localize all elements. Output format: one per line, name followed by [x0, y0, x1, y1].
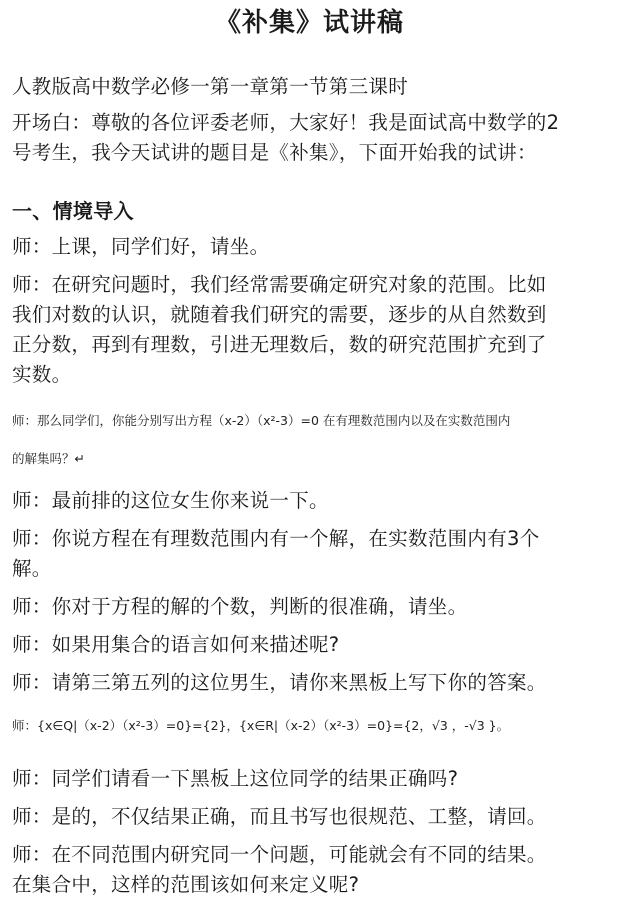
- dialogue-text: 在集合中，这样的范围该如何来定义呢?: [12, 873, 360, 896]
- dialogue-text: 正分数，再到有理数，引进无理数后，数的研究范围扩充到了: [12, 333, 547, 356]
- embedded-answer-image: [12, 712, 617, 740]
- question-line-1: 师：那么同学们，你能分别写出方程（x-2）（x²-3）=0 在有理数范围内以及在实数范围内: [12, 413, 511, 428]
- dialogue-text: 我们对数的认识，就随着我们研究的需要，逐步的从自然数到: [12, 303, 547, 326]
- dialogue-text: 师：你说方程在有理数范围内有一个解，在实数范围内有3个: [12, 527, 540, 550]
- dialogue-text: 师：在研究问题时，我们经常需要确定研究对象的范围。比如: [12, 273, 547, 296]
- dialogue-text: 师：你对于方程的解的个数，判断的很准确，请坐。: [12, 595, 468, 618]
- dialogue-line: [12, 592, 612, 622]
- dialogue-line: [12, 802, 612, 832]
- dialogue-text: 师：如果用集合的语言如何来描述呢?: [12, 633, 340, 656]
- document-title: 《补集》试讲稿: [214, 8, 404, 38]
- dialogue-line: [12, 630, 612, 660]
- dialogue-text: 师：在不同范围内研究同一个问题，可能就会有不同的结果。: [12, 843, 547, 866]
- lesson-subtitle: [12, 72, 612, 102]
- dialogue-text: 师：上课，同学们好，请坐。: [12, 235, 270, 258]
- opening-paragraph: [12, 108, 612, 168]
- opening-line-2: 号考生，我今天试讲的题目是《补集》，下面开始我的试讲：: [12, 141, 537, 164]
- dialogue-line: [12, 486, 612, 516]
- dialogue-paragraph: [12, 840, 612, 900]
- question-line-2: 的解集吗？↵: [12, 451, 85, 466]
- opening-line-1: 开场白：尊敬的各位评委老师，大家好！我是面试高中数学的2: [12, 111, 560, 134]
- dialogue-text: 师：请第三第五列的这位男生，请你来黑板上写下你的答案。: [12, 671, 547, 694]
- dialogue-text: 实数。: [12, 363, 72, 386]
- dialogue-line: [12, 232, 612, 262]
- subtitle-text: 人教版高中数学必修一第一章第一节第三课时: [12, 75, 409, 98]
- dialogue-text: 师：最前排的这位女生你来说一下。: [12, 489, 329, 512]
- dialogue-paragraph: [12, 270, 612, 390]
- dialogue-line: [12, 668, 612, 698]
- dialogue-text: 解。: [12, 557, 52, 580]
- dialogue-line: [12, 764, 612, 794]
- dialogue-paragraph: [12, 524, 612, 584]
- section-heading-text: 一、情境导入: [12, 199, 134, 223]
- section-heading: [12, 196, 612, 226]
- embedded-question-image: [12, 408, 612, 472]
- dialogue-text: 师：同学们请看一下黑板上这位同学的结果正确吗?: [12, 767, 459, 790]
- answer-formula: 师：{x∈Q|（x-2）（x²-3）=0}={2}，{x∈R|（x-2）（x²-3）=0}={2，√3 ，-√3 }。: [12, 718, 510, 733]
- dialogue-text: 师：是的，不仅结果正确，而且书写也很规范、工整，请回。: [12, 805, 547, 828]
